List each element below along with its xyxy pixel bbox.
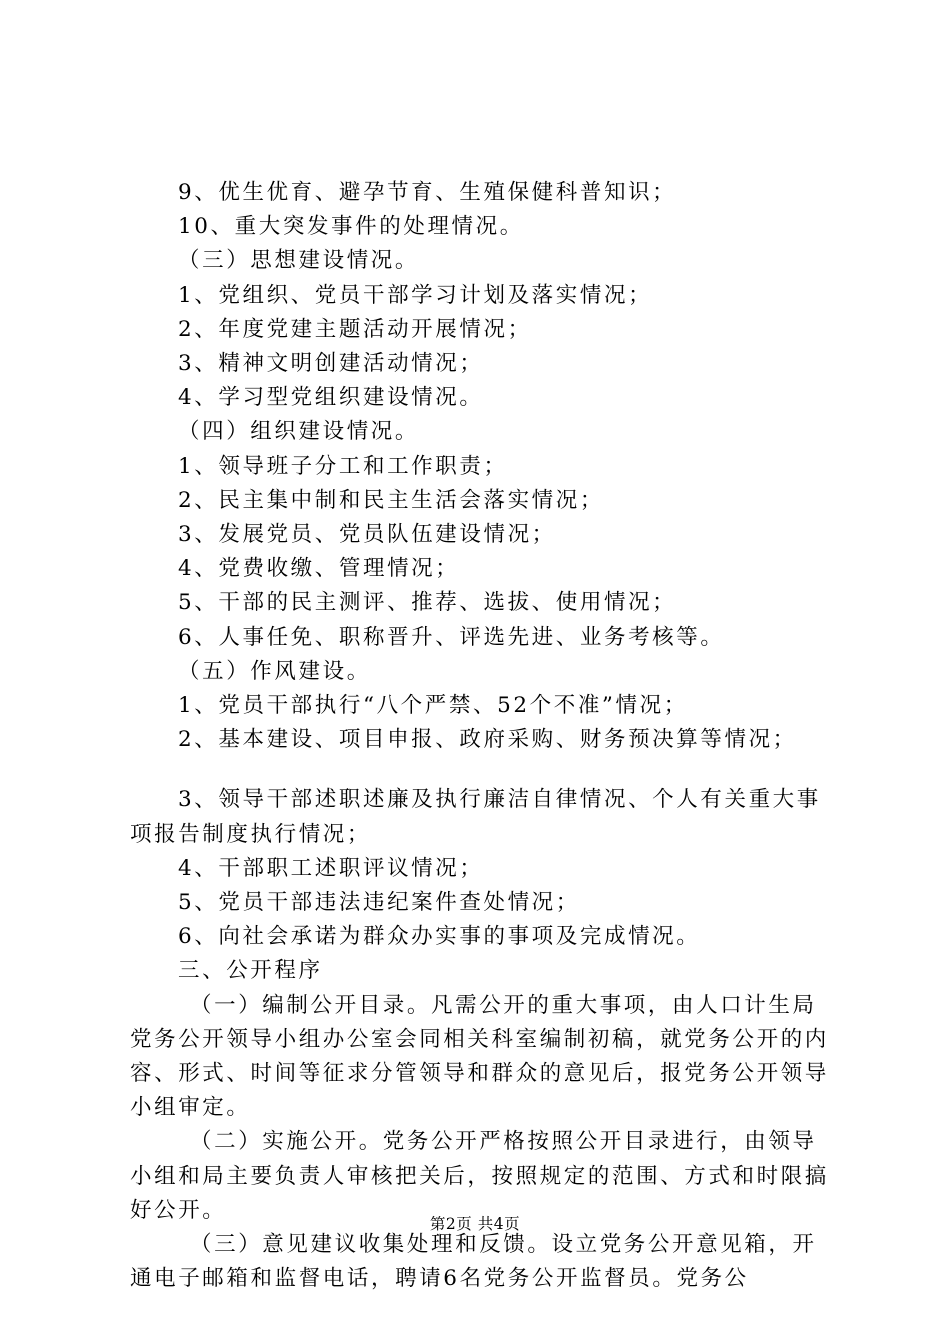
list-item: 2、基本建设、项目申报、政府采购、财务预决算等情况； xyxy=(178,727,797,753)
body-paragraph: （一）编制公开目录。凡需公开的重大事项，由人口计生局党务公开领导小组办公室会同相关科室编制初稿，就党务公开的内容、形式、时间等征求分管领导和群众的意见后，报党务公开领导小组审定。 xyxy=(130,992,829,1121)
list-item: 1、领导班子分工和工作职责； xyxy=(178,453,508,479)
page-footer: 第2页 共4页 xyxy=(429,1215,521,1233)
list-item: 1、党员干部执行“八个严禁、52个不准”情况； xyxy=(178,693,688,719)
list-item: 4、党费收缴、管理情况； xyxy=(178,556,460,582)
list-item: 3、领导干部述职述廉及执行廉洁自律情况、个人有关重大事项报告制度执行情况； xyxy=(130,787,821,847)
list-item: 3、精神文明创建活动情况； xyxy=(178,351,484,377)
list-item: 6、人事任免、职称晋升、评选先进、业务考核等。 xyxy=(178,624,725,650)
section-heading: （五）作风建设。 xyxy=(178,658,371,684)
list-item: 9、优生优育、避孕节育、生殖保健科普知识； xyxy=(178,180,677,205)
list-item: 2、民主集中制和民主生活会落实情况； xyxy=(178,487,604,513)
list-item: 5、党员干部违法违纪案件查处情况； xyxy=(178,890,580,916)
list-item: 1、党组织、党员干部学习计划及落实情况； xyxy=(178,282,653,308)
list-item: 4、干部职工述职评议情况； xyxy=(178,855,484,881)
list-item: 4、学习型党组织建设情况。 xyxy=(178,385,484,411)
list-item: 6、向社会承诺为群众办实事的事项及完成情况。 xyxy=(178,924,701,950)
section-heading: （三）思想建设情况。 xyxy=(178,248,420,274)
body-paragraph: （三）意见建议收集处理和反馈。设立党务公开意见箱，开通电子邮箱和监督电话，聘请6名党务公开监督员。党务公 xyxy=(130,1232,817,1292)
body-paragraph: （二）实施公开。党务公开严格按照公开目录进行，由领导小组和局主要负责人审核把关后，按照规定的范围、方式和时限搞好公开。 xyxy=(130,1129,829,1223)
list-item: 5、干部的民主测评、推荐、选拔、使用情况； xyxy=(178,590,677,616)
list-item: 10、重大突发事件的处理情况。 xyxy=(178,214,524,240)
paragraph-gap xyxy=(130,757,830,783)
list-item: 2、年度党建主题活动开展情况； xyxy=(178,316,532,342)
document-body xyxy=(130,176,830,1297)
section-heading: （四）组织建设情况。 xyxy=(178,419,420,445)
list-item: 3、发展党员、党员队伍建设情况； xyxy=(178,522,556,548)
section-heading: 三、公开程序 xyxy=(178,958,323,984)
